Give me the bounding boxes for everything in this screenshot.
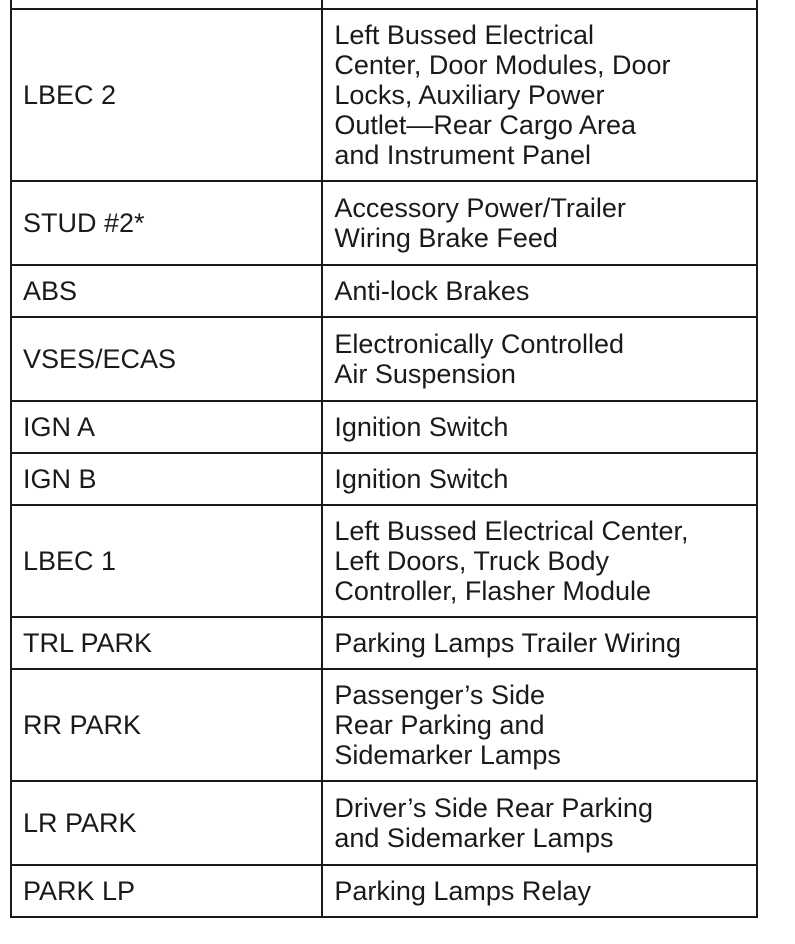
table-row (11, 865, 757, 917)
usage-line: Ignition Switch (334, 412, 509, 442)
usage-line: and Sidemarker Lamps (334, 823, 614, 853)
usage-line: Parking Lamps Relay (334, 876, 591, 906)
fuse-name-cell (11, 0, 322, 9)
fuse-name-cell: IGN B (11, 453, 322, 505)
usage-line: Locks, Auxiliary Power (334, 80, 605, 110)
usage-line: Left Bussed Electrical (334, 20, 594, 50)
fuse-usage-cell (322, 453, 757, 505)
table-row (11, 781, 757, 865)
table-row (11, 401, 757, 453)
usage-line: Driver’s Side Rear Parking (334, 793, 653, 823)
usage-line: Accessory Power/Trailer (334, 193, 626, 223)
fuse-usage-cell (322, 617, 757, 669)
fuse-name-cell: PARK LP (11, 865, 322, 917)
usage-line: Ignition Switch (334, 464, 509, 494)
usage-line: Outlet—Rear Cargo Area (334, 110, 636, 140)
usage-line: Left Doors, Truck Body (334, 546, 609, 576)
table-row (11, 0, 757, 9)
usage-line: Electronically Controlled (334, 329, 624, 359)
usage-line: Parking Lamps Trailer Wiring (334, 628, 681, 658)
usage-line: Sidemarker Lamps (334, 740, 561, 770)
fuse-name-cell: STUD #2* (11, 181, 322, 265)
fuse-name-cell: LBEC 2 (11, 9, 322, 181)
table-row (11, 317, 757, 401)
fuse-usage-cell (322, 781, 757, 865)
table-row (11, 265, 757, 317)
usage-line: Left Bussed Electrical Center, (334, 516, 689, 546)
fuse-usage-cell (322, 9, 757, 181)
usage-line: Air Suspension (334, 359, 516, 389)
usage-line: Center, Door Modules, Door (334, 50, 671, 80)
usage-line: Wiring Brake Feed (334, 223, 558, 253)
table-row (11, 453, 757, 505)
fuse-name-cell: LBEC 1 (11, 505, 322, 617)
table-row (11, 181, 757, 265)
usage-line: Rear Parking and (334, 710, 545, 740)
fuse-usage-cell (322, 181, 757, 265)
fuse-name-cell: VSES/ECAS (11, 317, 322, 401)
fuse-usage-cell (322, 669, 757, 781)
fuse-name-cell: IGN A (11, 401, 322, 453)
fuse-usage-table (10, 0, 758, 918)
usage-line: Passenger’s Side (334, 680, 545, 710)
fuse-usage-cell (322, 317, 757, 401)
fuse-usage-cell (322, 0, 757, 9)
usage-line: and Instrument Panel (334, 140, 592, 170)
table-row (11, 505, 757, 617)
usage-line: Controller, Flasher Module (334, 576, 651, 606)
fuse-name-cell: TRL PARK (11, 617, 322, 669)
table-row (11, 669, 757, 781)
usage-line: Anti-lock Brakes (334, 276, 530, 306)
fuse-name-cell: ABS (11, 265, 322, 317)
fuse-name-cell: LR PARK (11, 781, 322, 865)
table-row (11, 617, 757, 669)
fuse-name-cell: RR PARK (11, 669, 322, 781)
fuse-usage-cell (322, 401, 757, 453)
fuse-usage-cell (322, 265, 757, 317)
fuse-usage-cell (322, 505, 757, 617)
table-row (11, 9, 757, 181)
fuse-table-body (11, 0, 757, 917)
fuse-usage-cell (322, 865, 757, 917)
